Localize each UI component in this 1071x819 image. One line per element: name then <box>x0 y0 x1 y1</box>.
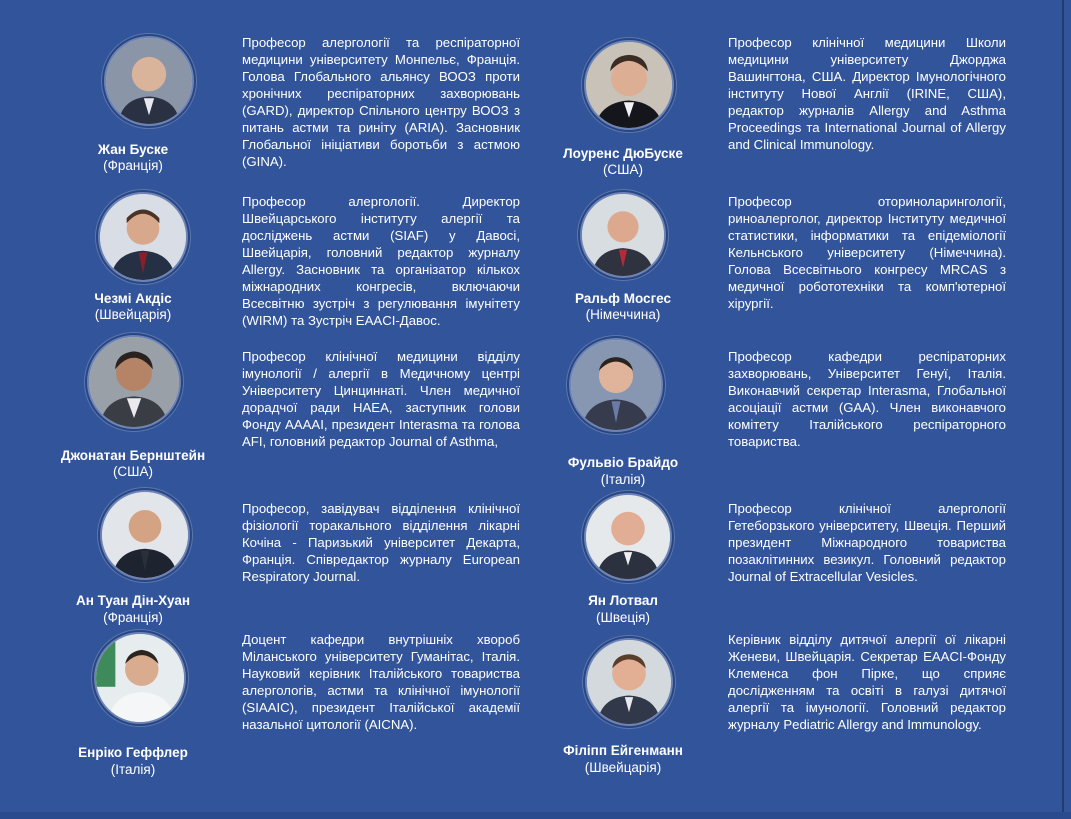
person-bio: Професор клінічної медицини відділу імунології / алергії в Медичному центрі Університету Цинциннаті. Член медичної дорадчої ради HAEA, заступник голови Фонду AAAAI, президент Interasma та голова AFI, головний редактор Journal of Asthma, <box>242 349 520 449</box>
person-name: Ральф Мосгес <box>574 291 672 306</box>
person-name: Джонатан Бернштейн <box>60 448 206 463</box>
person-country: (Франція) <box>103 610 163 625</box>
person-country: (Італія) <box>110 762 156 777</box>
person-name: Ан Туан Дін-Хуан <box>76 593 190 608</box>
person-country: (Італія) <box>600 472 646 487</box>
avatar-1 <box>98 192 188 282</box>
person-bio: Професор алергології. Директор Швейцарського інституту алергії та досліджень астми (SIAF) у Давосі, Швейцарія, головний редактор журналу Allergy. Засновник та організатор кількох міжнародних конгресів, включаючи Всесвітню зустріч з регулювання імунітету (WIRM) та Зустріч EAACI-Давос. <box>242 194 520 328</box>
person-country: (Швейцарія) <box>94 307 172 322</box>
avatar-7 <box>569 338 663 432</box>
person-bio: Доцент кафедри внутрішніх хвороб Міланського університету Гуманітас, Італія. Науковий керівник Італійського товариства алергологів, астми та клінічної імунології (SIAAIC), президент Італійської академії назальної цитології (AICNA). <box>242 632 520 732</box>
person-bio: Керівник відділу дитячої алергії ої лікарні Женеви, Швейцарія. Секретар EAACI-Фонду Клеменса фон Пірке, що сприяє дослідженням та освіті в галузі дитячої алергії та імунології. Головний редактор журналу Pediatric Allergy and Immunology. <box>728 632 1006 732</box>
person-bio: Професор, завідувач відділення клінічної фізіології торакального відділення лікарні Кочіна - Паризький університет Декарта, Франція. Співредактор журналу European Respiratory Journal. <box>242 501 520 584</box>
person-name: Жан Буске <box>97 142 169 157</box>
person-country: (Швеція) <box>596 610 650 625</box>
person-bio: Професор алергології та респіраторної медицини університету Монпельє, Франція. Голова Глобального альянсу ВООЗ проти хронічних респіраторних захворювань (GARD), директор Спільного центру ВООЗ з питань астми та риніту (ARIA). Засновник Глобальної ініціативи боротьби з астмою (GINA). <box>242 35 520 169</box>
person-name: Філіпп Ейгенманн <box>563 743 683 758</box>
person-country: (Швейцарія) <box>584 760 662 775</box>
person-country: (Франція) <box>103 158 163 173</box>
person-country: (США) <box>602 162 644 177</box>
person-country: (США) <box>112 464 154 479</box>
person-bio: Професор клінічної алергології Гетеборзького університету, Швеція. Перший президент Міжнародного товариства позаклітинних везикул. Головний редактор Journal of Extracellular Vesicles. <box>728 501 1006 584</box>
person-bio: Професор оториноларингології, риноалерголог, директор Інституту медичної статистики, інформатики та епідеміології Кельнського університету (Німеччина). Голова Всесвітнього конгресу MRCAS з медичної робототехніки та комп'ютерної хірургії. <box>728 194 1006 311</box>
person-name: Фульвіо Брайдо <box>567 455 679 470</box>
page-border-bottom <box>0 812 1071 819</box>
avatar-3 <box>100 490 190 580</box>
avatar-9 <box>585 638 673 726</box>
avatar-2 <box>87 335 181 429</box>
avatar-0 <box>104 36 194 126</box>
person-name: Лоуренс ДюБуске <box>563 146 683 161</box>
person-bio: Професор клінічної медицини Школи медицини університету Джорджа Вашингтона, США. Директор Імунологічного інституту Нової Англії (IRINE, США), редактор журналів Allergy and Asthma Proceedings та International Journal of Allergy and Clinical Immunology. <box>728 35 1006 152</box>
page-border-right <box>1062 0 1064 819</box>
person-name: Енріко Геффлер <box>78 745 188 760</box>
person-name: Ян Лотвал <box>588 593 658 608</box>
avatar-5 <box>584 40 674 130</box>
person-country: (Німеччина) <box>585 307 661 322</box>
person-name: Чезмі Акдіс <box>94 291 172 306</box>
avatar-8 <box>584 493 672 581</box>
avatar-4 <box>94 632 186 724</box>
avatar-6 <box>580 192 666 278</box>
person-bio: Професор кафедри респіраторних захворювань, Університет Генуї, Італія. Виконавчий секретар Interasma, Глобальної асоціації астми (GAA). Член виконавчого комітету Італійського респіраторного товариства. <box>728 349 1006 449</box>
